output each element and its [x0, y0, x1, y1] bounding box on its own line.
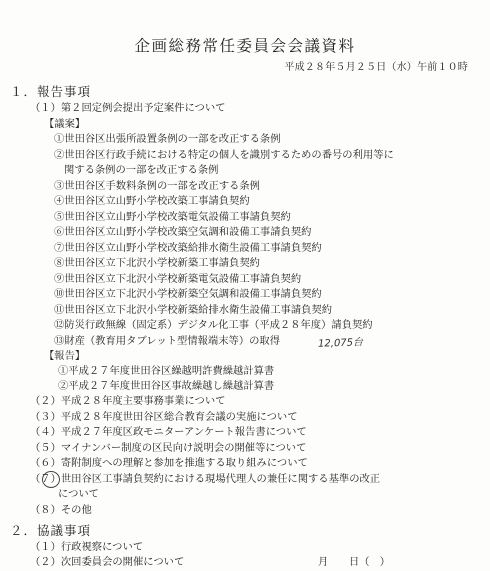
bill-item: ①世田谷区出張所設置条例の一部を改正する条例 [54, 133, 281, 145]
bill-item: ⑫防災行政無線（固定系）デジタル化工事（平成２８年度）請負契約 [54, 319, 373, 331]
section1-item: （６）寄附制度への理解と参加を推進する取り組みについて [30, 457, 308, 469]
bill-item: ④世田谷区立山野小学校改築工事請負契約 [54, 195, 250, 207]
section2-heading: ２．協議事項 [10, 523, 92, 538]
bill-item: ⑤世田谷区立山野小学校改築電気設備工事請負契約 [54, 211, 291, 223]
section2-item: （１）行政視察について [30, 541, 144, 553]
bill-item: ⑨世田谷区立下北沢小学校新築電気設備工事請負契約 [54, 273, 302, 285]
report-item: ②平成２７年度世田谷区事故繰越し繰越計算書 [58, 380, 275, 392]
bill-item: ⑧世田谷区立下北沢小学校新築工事請負契約 [54, 257, 260, 269]
section1-item: （８）その他 [30, 504, 92, 516]
reports-label: 【報告】 [44, 350, 86, 362]
meeting-date: 平成２８年５月２５日（水）午前１０時 [284, 62, 468, 73]
section1-item: （５）マイナンバー制度の区民向け説明会の開催等について [30, 442, 307, 454]
bill-item: ⑬財産（教育用タブレット型情報端末等）の取得 [54, 335, 281, 347]
bill-item: ⑦世田谷区立山野小学校改築給排水衛生設備工事請負契約 [54, 242, 322, 254]
section1-item1: （１）第２回定例会提出予定案件について [30, 102, 226, 114]
bills-label: 【議案】 [44, 118, 86, 130]
bill-item: ③世田谷区手数料条例の一部を改正する条例 [54, 180, 260, 192]
handwritten-note: 12,075台 [317, 337, 364, 350]
section1-heading: １．報告事項 [10, 84, 92, 99]
report-item: ①平成２７年度世田谷区繰越明許費繰越計算書 [58, 365, 275, 377]
bill-item-continuation: 関する条例の一部を改正する条例 [64, 164, 219, 176]
bill-item: ⑪世田谷区立下北沢小学校新築給排水衛生設備工事請負契約 [54, 304, 333, 316]
next-meeting-date-blank: 月 日（ ） [318, 556, 391, 568]
bill-item: ⑥世田谷区立山野小学校改築空気調和設備工事請負契約 [54, 226, 312, 238]
handwritten-circle-mark [42, 471, 60, 488]
section1-item-continuation: について [58, 488, 99, 500]
section2-item: （２）次回委員会の開催について [30, 556, 185, 568]
section1-item: （４）平成２７年度区政モニターアンケート報告書について [30, 426, 307, 438]
section1-item: （３）平成２８年度世田谷区総合教育会議の実施について [30, 411, 298, 423]
document-title: 企画総務常任委員会会議資料 [134, 37, 356, 55]
section1-item: （７）世田谷区工事請負契約における現場代理人の兼任に関する基準の改正 [30, 473, 381, 485]
bill-item: ⑩世田谷区立下北沢小学校新築空気調和設備工事請負契約 [54, 288, 322, 300]
section1-item: （２）平成２８年度主要事務事業について [30, 395, 226, 407]
bill-item: ②世田谷区行政手続における特定の個人を識別するための番号の利用等に [54, 149, 394, 161]
